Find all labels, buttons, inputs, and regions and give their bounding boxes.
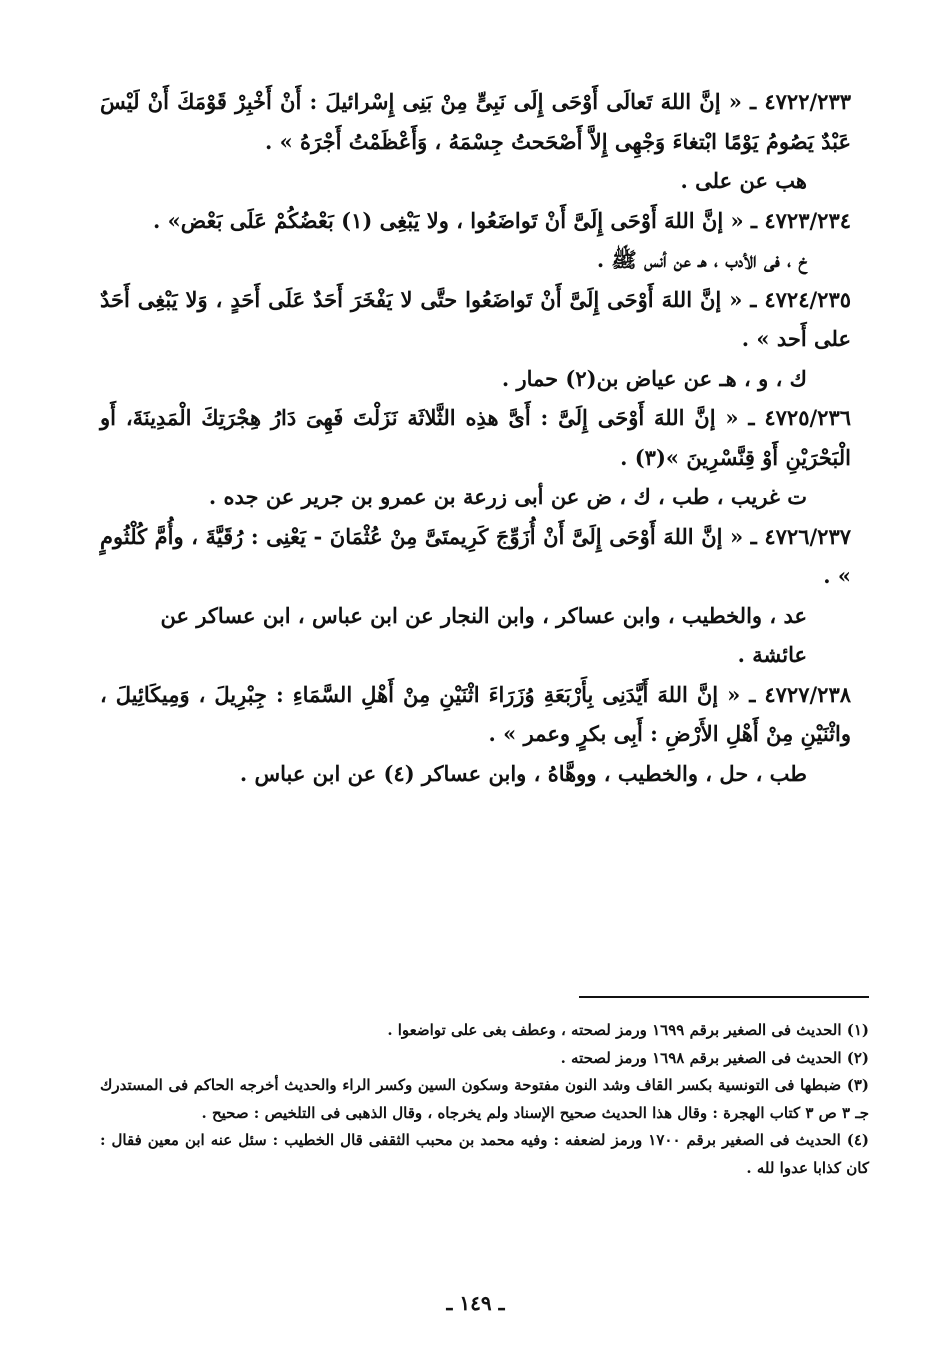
hadith-source-238: طب ، حل ، والخطيب ، ووهَّاهُ ، وابن عساكر (٤) عن ابن عباس . [239, 760, 807, 786]
footnote-1: (١) الحديث فى الصغير برقم ١٦٩٩ ورمز لصحته ، وعطف بغى على تواضعوا . [387, 1021, 869, 1039]
hadith-text-237: ٤٧٢٦/٢٣٧ ـ « إنَّ اللهَ أَوْحَى إِلَىَّ أَنْ أُزَوِّجَ كَرِيمتَىَّ مِنْ عُثْمَانَ - يَعْنِى : رُقَيَّةَ ، وأُمَّ كُلْثُومٍ » . [100, 523, 851, 588]
hadith-text-238: ٤٧٢٧/٢٣٨ ـ « إنَّ اللهَ أَيَّدَنِى بِأَرْبَعَةِ وُزَرَاءَ اثْنَيْنِ مِنْ أَهْلِ السَّمَاءِ : جِبْرِيلَ ، وَمِيكَائِيلَ ، واثْنَيْنِ مِنْ أَهْلِ الأَرْضِ : أَبِى بكرٍ وعمر » . [100, 681, 851, 746]
hadith-source-234: خ ، فى الأدب ، هـ عن أنس ﷺ . [596, 247, 807, 272]
page-number: ـ ١٤٩ ـ [446, 1291, 505, 1315]
hadith-source-236: ت غريب ، طب ، ك ، ض عن أبى زرعة بن عمرو بن جرير عن جده . [208, 484, 807, 509]
hadith-text-233: ٤٧٢٢/٢٣٣ ـ « إنَّ اللهَ تَعالَى أَوْحَى إِلَى نَبِىٍّ مِنْ بَنِى إِسْرائيلَ : أَنْ أَخْبِرْ قَوْمَكَ أَنْ لَيْسَ عَبْدٌ يَصُومُ يَوْمًا ابْتغاءَ وَجْهِى إِلاَّ أَصْحَحتُ جِسْمَهُ ، وَأَعْظَمْتُ أَجْرَهُ » . [100, 89, 851, 154]
footnote-divider [579, 996, 869, 998]
footnotes [100, 1017, 869, 1182]
hadith-source-237: عد ، والخطيب ، وابن عساكر ، وابن النجار عن ابن عباس ، ابن عساكر عن عائشة . [160, 602, 807, 667]
hadith-text-234: ٤٧٢٣/٢٣٤ ـ « إنَّ اللهَ أَوْحَى إِلَىَّ أَنْ تَواضَعُوا ، ولا يَبْغِى (١) بَعْضُكُمْ عَلَى بَعْض» . [153, 207, 851, 233]
hadith-list [100, 82, 851, 793]
hadith-text-235: ٤٧٢٤/٢٣٥ ـ « إنَّ اللهَ أَوْحَى إِلَىَّ أَنْ تَواضَعُوا حتَّى لا يَفْخَرَ أَحَدٌ عَلَى أَحَدٍ ، وَلا يَبْغِى أَحَدٌ على أَحد » . [100, 286, 851, 351]
hadith-source-233: هب عن على . [680, 168, 807, 193]
hadith-text-236: ٤٧٢٥/٢٣٦ ـ « إنَّ اللهَ أَوْحَى إِلَىَّ : أَىَّ هذِه الثَّلاثَة نَزَلْتَ فَهِىَ دَارُ هِجْرَتِكَ الْمَدِينَةَ، أَو الْبَحْرَيْنِ أَوْ قِنَّسْرِينَ »(٣) . [100, 405, 851, 470]
footnote-2: (٢) الحديث فى الصغير برقم ١٦٩٨ ورمز لصحته . [560, 1048, 869, 1067]
footnote-3: (٣) ضبطها فى التونسية بكسر القاف وشد النون مفتوحة وسكون السين وكسر الراء والحديث أخرجه الحاكم فى المستدرك جـ ٣ ص ٣ كتاب الهجرة : وقال هذا الحديث صحيح الإسناد ولم يخرجاه ، وقال الذهبى فى التلخيص : صحيح . [100, 1076, 870, 1122]
hadith-source-235: ك ، و ، هـ عن عياض بن(٢) حمار . [501, 365, 807, 391]
footnote-4: (٤) الحديث فى الصغير برقم ١٧٠٠ ورمز لضعفه : وفيه محمد بن محبب الثقفى قال الخطيب : سئل عنه ابن معين فقال : كان كذابا عدوا لله . [100, 1131, 870, 1177]
